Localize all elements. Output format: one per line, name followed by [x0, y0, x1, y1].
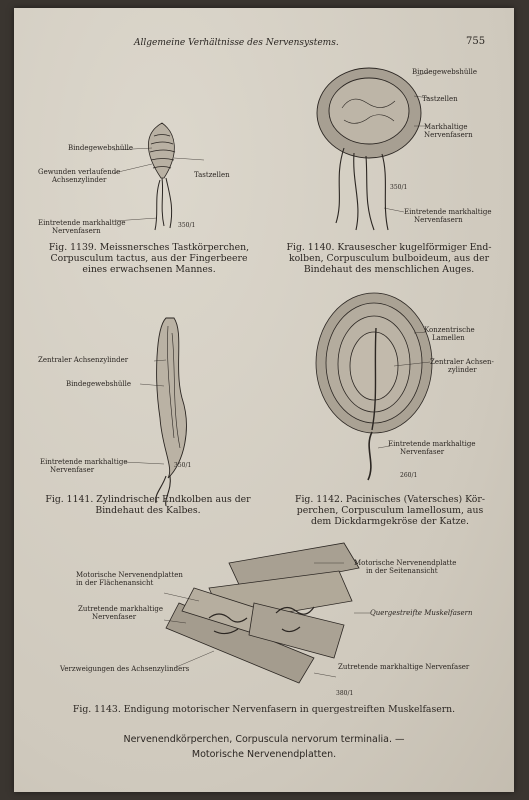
label-zentraler-1: Zentraler Achsen-: [430, 358, 494, 366]
running-title: Allgemeine Verhältnisse des Nervensystems.: [134, 38, 339, 48]
label-konzentrische-2: Lamellen: [432, 334, 465, 342]
figure-1141: [14, 298, 264, 528]
caption-line: dem Dickdarmgekröse der Katze.: [310, 516, 470, 527]
caption-1140: [266, 242, 512, 275]
figure-1143: [14, 533, 514, 718]
caption-line: Fig. 1140. Krausescher kugelförmiger End-: [286, 242, 492, 253]
caption-1141: [32, 494, 264, 516]
label-eintretende-2: Nervenfaser: [50, 466, 95, 474]
label-markhaltige-1: Markhaltige: [424, 123, 468, 131]
label-zentraler-achsenzylinder: Zentraler Achsenzylinder: [38, 356, 129, 364]
label-bindegewebshuelle: Bindegewebshülle: [68, 144, 133, 152]
label-eintretende-1: Eintretende markhaltige: [404, 208, 492, 216]
caption-line: Bindehaut des Kalbes.: [95, 505, 201, 516]
label-eintretende-1: Eintretende markhaltige: [388, 440, 476, 448]
label-bindegewebshuelle: Bindegewebshülle: [412, 68, 477, 76]
magnification-label: 350/1: [390, 184, 408, 191]
label-bindegewebshuelle: Bindegewebshülle: [66, 380, 131, 388]
label-markhaltige-2: Nervenfasern: [424, 131, 473, 139]
label-motorische-seite-1: Motorische Nervenendplatte: [354, 559, 457, 567]
label-motorische-seite-2: in der Seitenansicht: [366, 567, 438, 575]
plate-title-line-1: Nervenendkörperchen, Corpuscula nervorum terminalia. —: [123, 734, 405, 745]
plate-title-line-2: Motorische Nervenendplatten.: [191, 749, 337, 760]
caption-line: eines erwachsenen Mannes.: [82, 264, 216, 275]
caption-1142: [268, 494, 512, 527]
caption-line: Bindehaut des menschlichen Auges.: [303, 264, 475, 275]
label-eintretende-2: Nervenfaser: [400, 448, 445, 456]
label-eintretende-1: Eintretende markhaltige: [40, 458, 128, 466]
figure-1142: [264, 288, 514, 538]
label-zentraler-2: zylinder: [448, 366, 477, 374]
caption-line: Fig. 1142. Pacinisches (Vatersches) Kör-: [295, 494, 485, 505]
label-verzweigungen: Verzweigungen des Achsenzylinders: [60, 665, 190, 673]
label-eintretende-2: Nervenfasern: [52, 227, 101, 235]
caption-line: perchen, Corpusculum lamellosum, aus: [296, 505, 484, 516]
magnification-label: 350/1: [178, 222, 196, 229]
caption-line: Corpusculum tactus, aus der Fingerbeere: [50, 253, 248, 264]
label-eintretende-2: Nervenfasern: [414, 216, 463, 224]
label-zutretende-right: Zutretende markhaltige Nervenfaser: [338, 663, 470, 671]
label-quergestreifte-muskelfasern: Quergestreifte Muskelfasern: [370, 609, 473, 617]
label-zutretende-left-2: Nervenfaser: [92, 613, 137, 621]
caption-1139: [34, 242, 264, 275]
caption-line: Fig. 1139. Meissnersches Tastkörperchen,: [48, 242, 250, 253]
magnification-label: 380/1: [336, 690, 354, 697]
caption-line: Fig. 1141. Zylindrischer Endkolben aus der: [45, 494, 251, 505]
page-number: 755: [466, 36, 486, 47]
caption-1143: Fig. 1143. Endigung motorischer Nervenfasern in quergestreiften Muskelfasern.: [72, 704, 456, 715]
figure-1140: [264, 8, 514, 288]
label-motorische-flaeche-1: Motorische Nervenendplatten: [76, 571, 183, 579]
label-tastzellen: Tastzellen: [194, 171, 230, 179]
label-tastzellen: Tastzellen: [422, 95, 458, 103]
magnification-label: 260/1: [400, 472, 418, 479]
label-konzentrische-1: Konzentrische: [424, 326, 475, 334]
label-motorische-flaeche-2: in der Flächenansicht: [76, 579, 154, 587]
book-page: [14, 8, 514, 792]
label-gewunden-2: Achsenzylinder: [52, 176, 107, 184]
label-eintretende-1: Eintretende markhaltige: [38, 219, 126, 227]
magnification-label: 350/1: [174, 462, 192, 469]
label-zutretende-left-1: Zutretende markhaltige: [78, 605, 163, 613]
caption-line: kolben, Corpusculum bulboideum, aus der: [288, 253, 490, 264]
figure-1139: [14, 8, 264, 288]
label-gewunden-1: Gewunden verlaufende: [38, 168, 121, 176]
